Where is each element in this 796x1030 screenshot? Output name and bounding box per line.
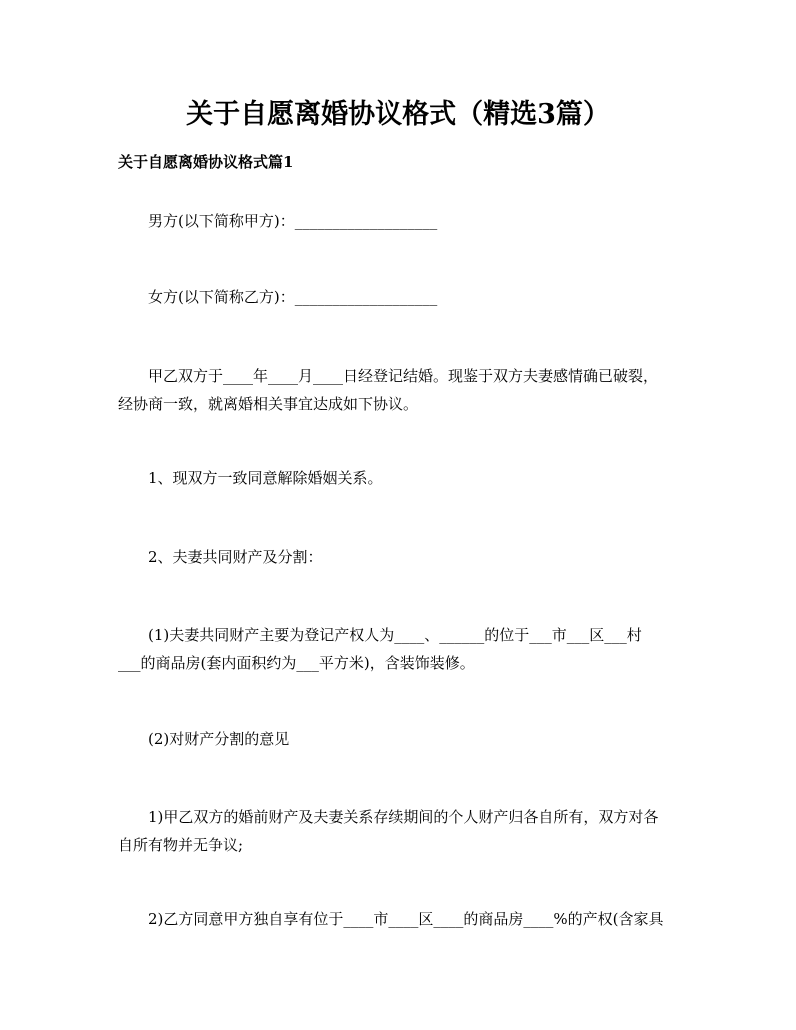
- paragraph-male-party: [118, 207, 684, 235]
- document-title: 关于自愿离婚协议格式（精选3篇）: [186, 99, 610, 130]
- paragraph-line: 经协商一致，就离婚相关事宜达成如下协议。: [118, 395, 419, 413]
- paragraph-marriage-registration: [118, 362, 684, 418]
- paragraph-line: 2)乙方同意甲方独自享有位于____市____区____的商品房____%的产权(含家具: [148, 910, 664, 928]
- paragraph-line: (2)对财产分割的意见: [148, 730, 290, 748]
- paragraph-line: (1)夫妻共同财产主要为登记产权人为____、______的位于___市___区___村: [148, 626, 642, 644]
- paragraph-line: ___的商品房(套内面积约为___平方米)，含装饰装修。: [118, 654, 475, 672]
- paragraph-clause-2: [118, 543, 684, 571]
- paragraph-line: 自所有物并无争议;: [118, 836, 244, 854]
- paragraph-shared-property: [118, 621, 684, 677]
- paragraph-line: 男方(以下简称甲方)：___________________: [148, 212, 438, 230]
- paragraph-house-ownership: [118, 905, 684, 933]
- paragraph-clause-1: [118, 464, 684, 492]
- paragraph-line: 2、夫妻共同财产及分割：: [148, 548, 323, 566]
- section-heading: 关于自愿离婚协议格式篇1: [118, 153, 294, 171]
- paragraph-division-opinion: [118, 725, 684, 753]
- paragraph-line: 1)甲乙双方的婚前财产及夫妻关系存续期间的个人财产归各自所有，双方对各: [148, 808, 659, 826]
- paragraph-female-party: [118, 283, 684, 311]
- paragraph-line: 甲乙双方于____年____月____日经登记结婚。现鉴于双方夫妻感情确已破裂，: [148, 367, 659, 385]
- paragraph-premarital-property: [118, 803, 684, 859]
- paragraph-line: 女方(以下简称乙方)：___________________: [148, 288, 438, 306]
- paragraph-line: 1、现双方一致同意解除婚姻关系。: [148, 469, 383, 487]
